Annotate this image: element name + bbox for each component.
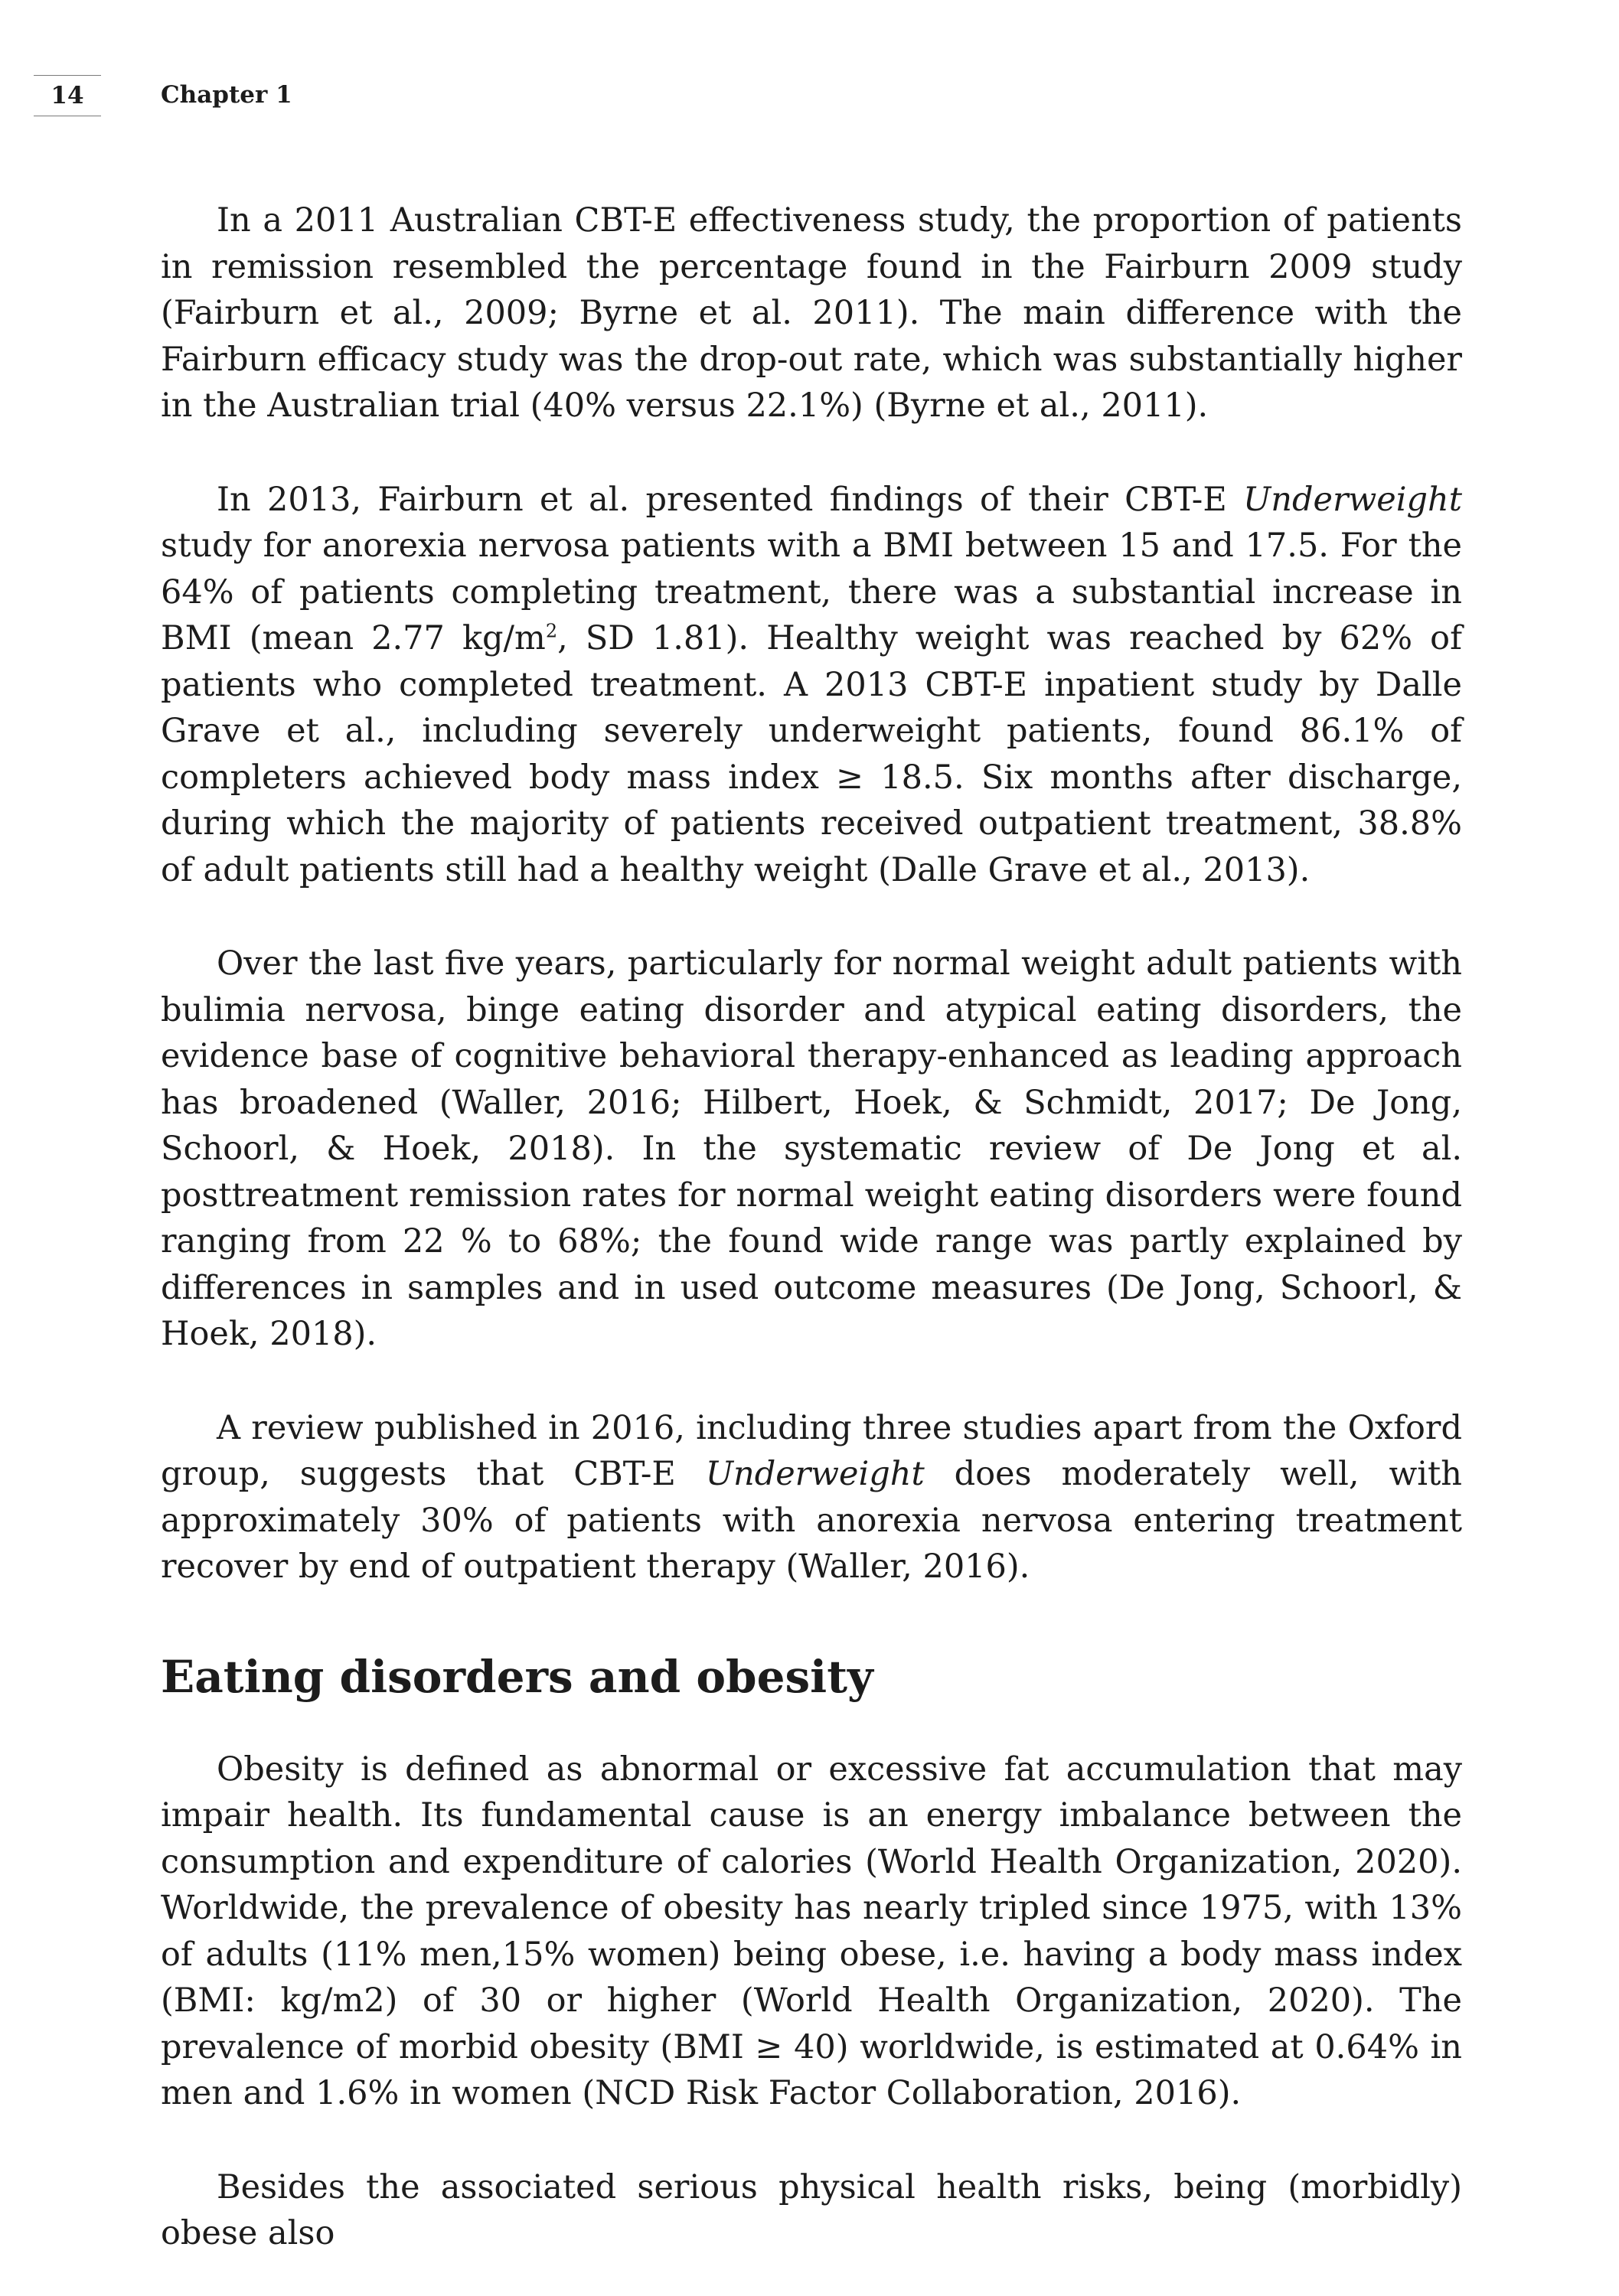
paragraph-2-emphasis: Underweight [1243,480,1462,519]
paragraph-2-text-c: , SD 1.81). Healthy weight was reached by 62% of patients who completed treatment. A 2013 CBT-E inpatient study by Dalle Grave et al., including severely underweight patients, found 86.1% of completers achieved body mass index ≥ 18.5. Six months after discharge, during which the majority of patients received outpatient treatment, 38.8% of adult patients still had a healthy weight (Dalle Grave et al., 2013). [161,619,1462,889]
page-number: 14 [34,75,101,116]
paragraph-4-emphasis: Underweight [705,1455,925,1493]
paragraph-2 [161,477,1462,894]
paragraph-1: In a 2011 Australian CBT-E effectiveness study, the proportion of patients in remission resembled the percentage found in the Fairburn 2009 study (Fairburn et al., 2009; Byrne et al. 2011). The main difference with the Fairburn efficacy study was the drop-out rate, which was substantially higher in the Australian trial (40% versus 22.1%) (Byrne et al., 2011). [161,201,1462,425]
superscript-2: 2 [545,620,558,642]
paragraph-4-text-a: A review published in 2016, including three studies apart from the Oxford group, suggests that CBT-E [161,1408,1462,1493]
chapter-label: Chapter 1 [161,81,292,109]
paragraph-4-text-b: does moderately well, with approximately 30% of patients with anorexia nervosa entering treatment recover by end of outpatient therapy (Waller, 2016). [161,1455,1462,1586]
section-paragraph-1: Obesity is defined as abnormal or excessive fat accumulation that may impair health. Its fundamental cause is an energy imbalance between the consumption and expenditure of calories (World Health Organization, 2020). Worldwide, the prevalence of obesity has nearly tripled since 1975, with 13% of adults (11% men,15% women) being obese, i.e. having a body mass index (BMI: kg/m2) of 30 or higher (World Health Organization, 2020). The prevalence of morbid obesity (BMI ≥ 40) worldwide, is estimated at 0.64% in men and 1.6% in women (NCD Risk Factor Collaboration, 2016). [161,1750,1462,2112]
running-head [34,75,493,121]
paragraph-2-text-b: study for anorexia nervosa patients with a BMI between 15 and 17.5. For the 64% of patients completing treatment, there was a substantial increase in BMI (mean 2.77 kg/m [161,527,1462,657]
paragraph-3: Over the last five years, particularly for normal weight adult patients with bulimia nervosa, binge eating disorder and atypical eating disorders, the evidence base of cognitive behavioral therapy-enhanced as leading approach has broadened (Waller, 2016; Hilbert, Hoek, & Schmidt, 2017; De Jong, Schoorl, & Hoek, 2018). In the systematic review of De Jong et al. posttreatment remission rates for normal weight eating disorders were found ranging from 22 % to 68%; the found wide range was partly explained by differences in samples and in used outcome measures (De Jong, Schoorl, & Hoek, 2018). [161,944,1462,1353]
paragraph-4 [161,1405,1462,1590]
section-paragraph-2: Besides the associated serious physical health risks, being (morbidly) obese also [161,2167,1462,2252]
page-body [161,197,1462,2257]
section-heading: Eating disorders and obesity [161,1650,873,1703]
paragraph-2-text-a: In 2013, Fairburn et al. presented findings of their CBT-E [217,480,1244,519]
